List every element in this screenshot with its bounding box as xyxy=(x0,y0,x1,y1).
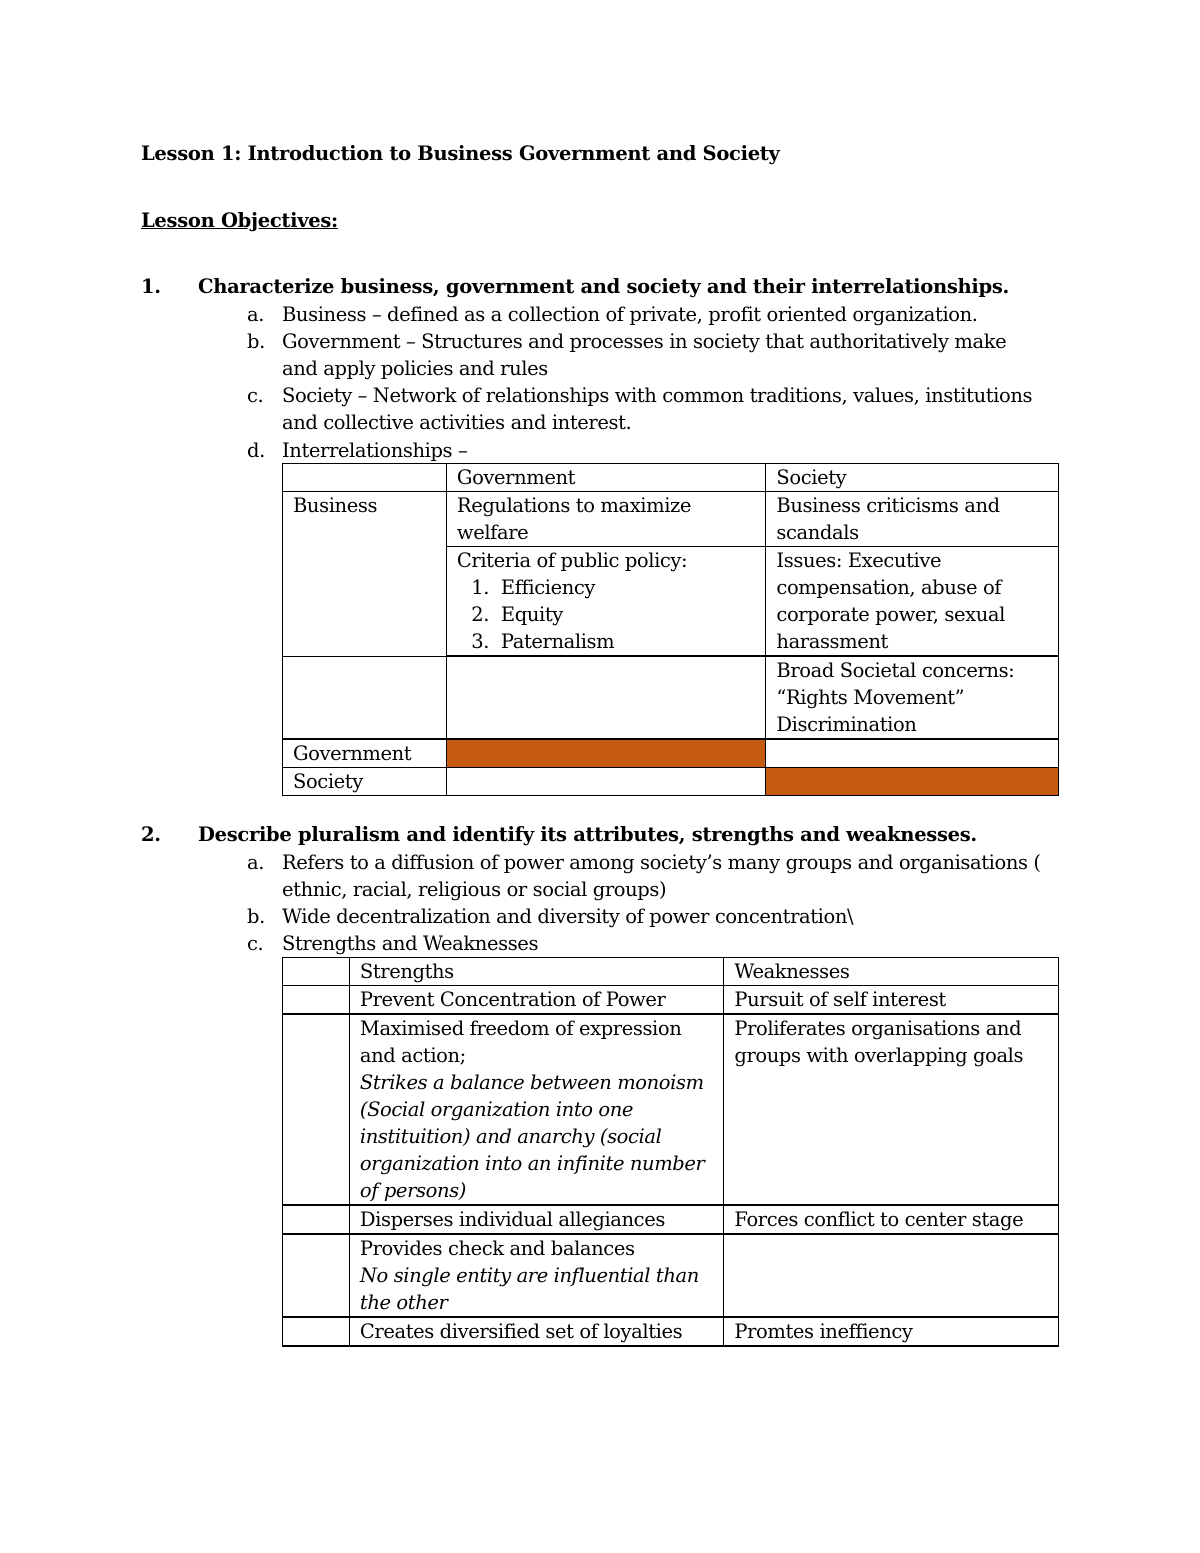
highlighted-cell xyxy=(446,739,766,768)
table-row xyxy=(283,768,1059,796)
strength-cell: Disperses individual allegiances xyxy=(349,1205,724,1234)
row-header-government: Government xyxy=(283,739,447,768)
table-row xyxy=(283,1014,1059,1205)
cell-line: Discrimination xyxy=(776,713,917,736)
cell-line: Broad Societal concerns: xyxy=(776,659,1015,682)
item-text: Strengths and Weaknesses xyxy=(282,932,539,955)
table-row xyxy=(283,656,1059,739)
table-cell-empty xyxy=(446,768,766,796)
table-cell-empty xyxy=(283,986,350,1015)
table-row xyxy=(283,464,1059,492)
strength-cell: Prevent Concentration of Power xyxy=(349,986,724,1015)
item-letter: a. xyxy=(247,303,265,326)
column-header-government: Government xyxy=(446,464,766,492)
table-cell-empty xyxy=(283,656,447,739)
objective-2-text: Describe pluralism and identify its attributes, strengths and weaknesses. xyxy=(198,823,977,846)
objective-2-number: 2. xyxy=(141,823,161,846)
item-text: Interrelationships – xyxy=(282,439,468,462)
objective-1-text: Characterize business, government and society and their interrelationships. xyxy=(198,275,1010,298)
item-text: Business – defined as a collection of private, profit oriented organization. xyxy=(282,303,978,326)
objective-2-item-a xyxy=(247,849,1042,903)
row-header-society: Society xyxy=(283,768,447,796)
table-cell-empty xyxy=(766,739,1059,768)
table-cell-empty xyxy=(283,958,350,986)
table-cell-empty xyxy=(283,1014,350,1205)
objective-2-item-b xyxy=(247,903,1042,930)
public-policy-heading: Criteria of public policy: xyxy=(456,549,688,572)
column-header-strengths: Strengths xyxy=(349,958,724,986)
weakness-cell: Forces conflict to center stage xyxy=(724,1205,1059,1234)
table-cell: Regulations to maximize welfare xyxy=(446,492,766,547)
table-cell-societal-concerns xyxy=(766,656,1059,739)
objective-1-number: 1. xyxy=(141,275,161,298)
item-letter: b. xyxy=(247,905,265,928)
item-text: Government – Structures and processes in society that authoritatively make and apply policies and rules xyxy=(282,330,1007,380)
strengths-weaknesses-table xyxy=(282,957,1059,1347)
objective-2 xyxy=(141,823,977,846)
public-policy-list xyxy=(457,574,756,655)
column-header-society: Society xyxy=(766,464,1059,492)
strength-note: Strikes a balance between monoism (Social organization into one instituition) and anarchy (social organization into an infinite number of persons) xyxy=(359,1071,705,1202)
table-cell: Business criticisms and scandals xyxy=(766,492,1059,547)
table-cell: Issues: Executive compensation, abuse of corporate power, sexual harassment xyxy=(766,547,1059,657)
strength-cell xyxy=(349,1014,724,1205)
table-cell-empty xyxy=(283,1205,350,1234)
item-letter: b. xyxy=(247,330,265,353)
item-text: Society – Network of relationships with common traditions, values, institutions and collective activities and interest. xyxy=(282,384,1033,434)
table-row xyxy=(283,739,1059,768)
item-text: Wide decentralization and diversity of power concentration\ xyxy=(282,905,854,928)
table-row xyxy=(283,1234,1059,1317)
table-cell-empty xyxy=(283,1317,350,1346)
strength-cell xyxy=(349,1234,724,1317)
row-header-business: Business xyxy=(283,492,447,657)
weakness-cell: Promtes ineffiency xyxy=(724,1317,1059,1346)
table-row xyxy=(283,986,1059,1015)
lesson-title: Lesson 1: Introduction to Business Government and Society xyxy=(141,142,780,165)
objective-1-item-b xyxy=(247,328,1042,382)
objective-2-item-c xyxy=(247,930,1042,957)
column-header-weaknesses: Weaknesses xyxy=(724,958,1059,986)
item-letter: d. xyxy=(247,439,265,462)
strength-text: Maximised freedom of expression and action; xyxy=(359,1017,682,1067)
table-row xyxy=(283,1317,1059,1346)
objectives-heading: Lesson Objectives: xyxy=(141,209,338,232)
strength-cell: Creates diversified set of loyalties xyxy=(349,1317,724,1346)
weakness-cell xyxy=(724,1234,1059,1317)
table-cell-public-policy xyxy=(446,547,766,657)
highlighted-cell xyxy=(766,768,1059,796)
table-row xyxy=(283,1205,1059,1234)
table-cell-empty xyxy=(283,464,447,492)
table-row xyxy=(283,492,1059,547)
item-letter: c. xyxy=(247,384,264,407)
table-cell-empty xyxy=(283,1234,350,1317)
list-item: 1. Efficiency xyxy=(495,574,756,601)
cell-line: “Rights Movement” xyxy=(776,686,965,709)
interrelationships-table xyxy=(282,463,1059,796)
objective-1 xyxy=(141,275,1009,298)
list-item: 3. Paternalism xyxy=(495,628,756,655)
item-text: Refers to a diffusion of power among society’s many groups and organisations ( ethnic, racial, religious or social groups) xyxy=(282,851,1041,901)
objective-1-item-c xyxy=(247,382,1042,436)
weakness-cell: Pursuit of self interest xyxy=(724,986,1059,1015)
item-letter: c. xyxy=(247,932,264,955)
table-cell-empty xyxy=(446,656,766,739)
item-letter: a. xyxy=(247,851,265,874)
objective-1-item-a xyxy=(247,301,1042,328)
objective-1-item-d xyxy=(247,437,1042,464)
list-item: 2. Equity xyxy=(495,601,756,628)
table-row xyxy=(283,958,1059,986)
weakness-cell: Proliferates organisations and groups with overlapping goals xyxy=(724,1014,1059,1205)
strength-note: No single entity are influential than the other xyxy=(359,1264,699,1314)
strength-text: Provides check and balances xyxy=(359,1237,635,1260)
